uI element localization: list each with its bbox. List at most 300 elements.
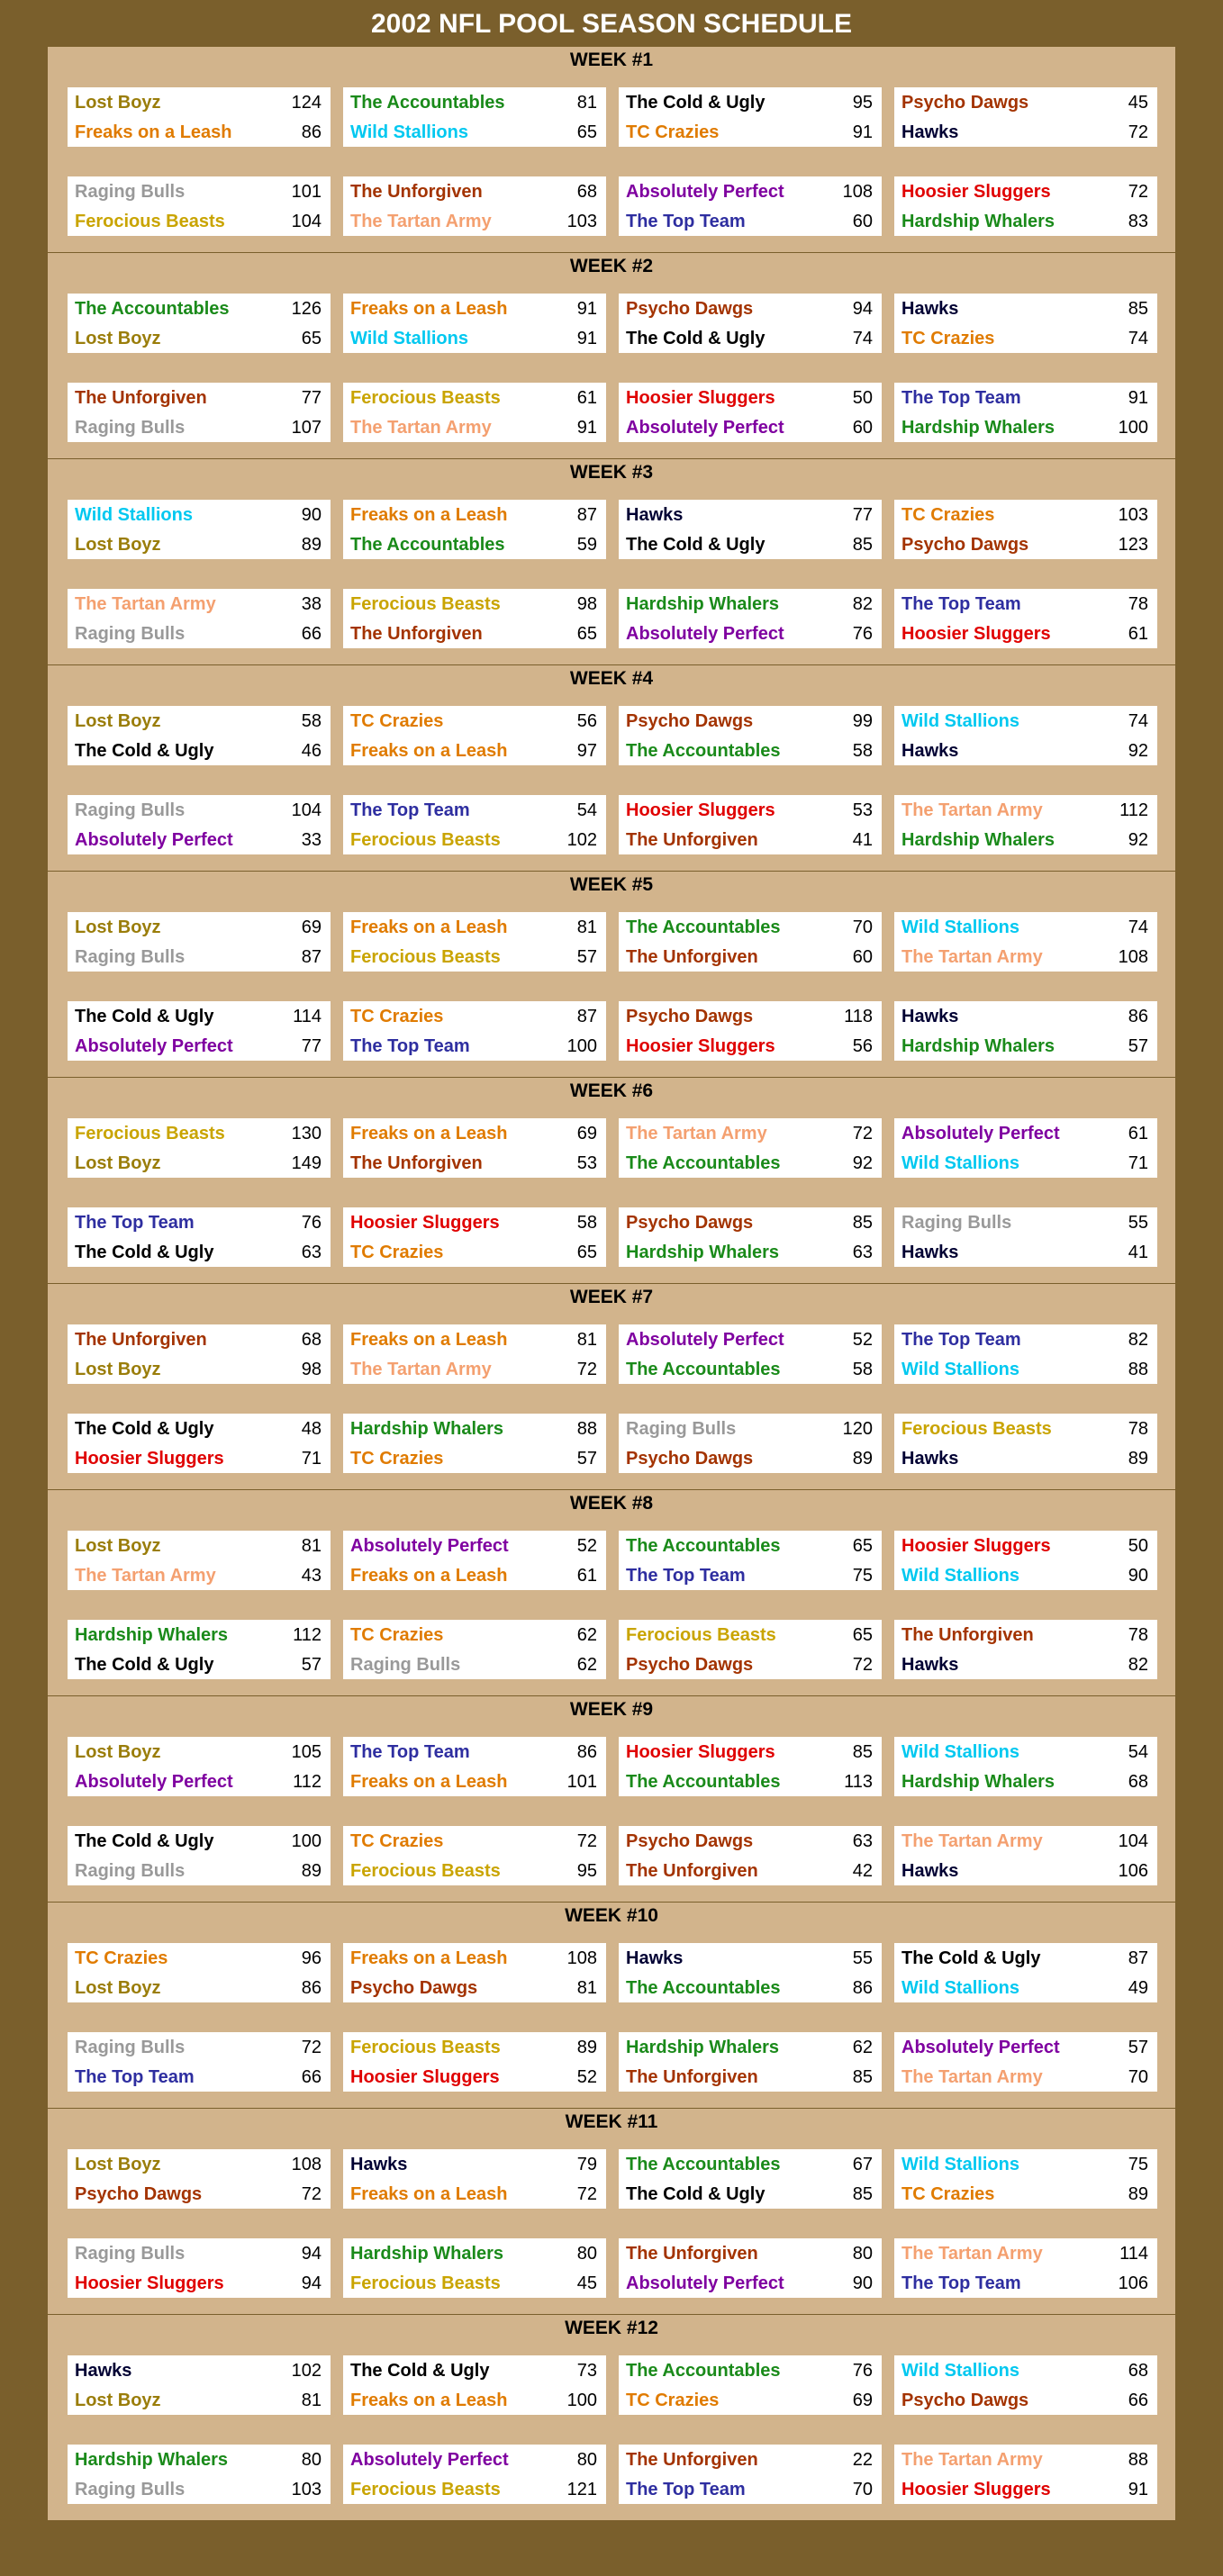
team-line: [626, 2446, 873, 2476]
team-score: 62: [852, 2038, 873, 2057]
team-score: 85: [852, 1742, 873, 1762]
team-score: 94: [301, 2273, 322, 2293]
matchup: [894, 2149, 1157, 2209]
team-line: [626, 1445, 873, 1475]
team-score: 91: [576, 329, 597, 348]
week-section: [48, 459, 1175, 665]
team-line: [626, 1768, 873, 1798]
team-score: 82: [852, 594, 873, 614]
team-name: The Accountables: [626, 741, 781, 761]
team-score: 68: [576, 182, 597, 202]
team-line: [626, 1150, 873, 1180]
team-line: [75, 325, 322, 355]
matchup-row: [48, 2355, 1175, 2415]
matchup: [894, 2238, 1157, 2298]
team-line: [901, 914, 1148, 944]
team-name: Raging Bulls: [75, 418, 186, 438]
team-name: Hawks: [626, 505, 684, 525]
team-score: 82: [1128, 1655, 1148, 1675]
week-section: [48, 47, 1175, 253]
team-score: 33: [301, 830, 322, 850]
team-score: 65: [852, 1625, 873, 1645]
team-score: 103: [291, 2480, 322, 2499]
team-score: 89: [576, 2038, 597, 2057]
team-name: Raging Bulls: [75, 1861, 186, 1881]
team-line: [901, 1326, 1148, 1356]
team-line: [75, 1828, 322, 1857]
team-line: [901, 1945, 1148, 1975]
team-name: The Accountables: [350, 93, 505, 113]
team-line: [626, 737, 873, 767]
team-line: [901, 827, 1148, 856]
week-section: [48, 1078, 1175, 1284]
team-name: The Cold & Ugly: [626, 329, 766, 348]
team-line: [350, 89, 597, 119]
matchup: [894, 1531, 1157, 1590]
team-score: 91: [1128, 2480, 1148, 2499]
team-line: [901, 2270, 1148, 2300]
team-line: [350, 1828, 597, 1857]
matchup: [68, 2355, 331, 2415]
team-name: Ferocious Beasts: [626, 1625, 776, 1645]
team-name: Wild Stallions: [901, 1978, 1019, 1998]
team-line: [75, 708, 322, 737]
team-line: [350, 1003, 597, 1033]
team-score: 72: [576, 1360, 597, 1379]
team-name: The Accountables: [626, 1360, 781, 1379]
matchup: [619, 1324, 882, 1384]
team-name: Psycho Dawgs: [901, 2391, 1029, 2410]
team-name: TC Crazies: [75, 1948, 168, 1968]
matchup-row: [48, 1414, 1175, 1473]
team-score: 89: [852, 1449, 873, 1469]
team-line: [626, 1239, 873, 1269]
team-score: 58: [852, 741, 873, 761]
team-score: 79: [576, 2155, 597, 2174]
team-line: [901, 531, 1148, 561]
team-line: [626, 325, 873, 355]
team-name: The Cold & Ugly: [626, 535, 766, 555]
team-line: [901, 1239, 1148, 1269]
team-name: Hardship Whalers: [626, 2038, 780, 2057]
team-name: Lost Boyz: [75, 1536, 161, 1556]
matchup: [619, 383, 882, 442]
matchup: [68, 1943, 331, 2002]
matchup: [68, 912, 331, 972]
team-line: [75, 944, 322, 973]
team-name: TC Crazies: [901, 329, 995, 348]
team-score: 91: [1128, 388, 1148, 408]
team-name: The Cold & Ugly: [75, 1655, 214, 1675]
team-score: 101: [291, 182, 322, 202]
week-header: WEEK #6: [569, 1080, 654, 1101]
team-score: 42: [852, 1861, 873, 1881]
matchup-row: [48, 1737, 1175, 1796]
team-name: Lost Boyz: [75, 2155, 161, 2174]
team-name: TC Crazies: [350, 1449, 444, 1469]
team-name: The Accountables: [626, 917, 781, 937]
team-name: Absolutely Perfect: [626, 624, 784, 644]
team-score: 114: [293, 1007, 322, 1026]
team-name: Ferocious Beasts: [75, 1124, 225, 1143]
team-line: [901, 1120, 1148, 1150]
matchup: [68, 176, 331, 236]
team-score: 50: [852, 388, 873, 408]
matchup: [619, 912, 882, 972]
schedule: [48, 47, 1175, 2521]
matchup-row: [48, 1531, 1175, 1590]
team-name: The Unforgiven: [350, 1153, 483, 1173]
team-score: 81: [576, 93, 597, 113]
team-score: 124: [291, 93, 322, 113]
matchup: [68, 2445, 331, 2504]
team-line: [626, 1739, 873, 1768]
team-line: [350, 384, 597, 414]
matchup: [619, 1001, 882, 1061]
matchup: [343, 1207, 606, 1267]
team-name: Absolutely Perfect: [901, 2038, 1060, 2057]
team-line: [901, 591, 1148, 620]
team-line: [626, 89, 873, 119]
team-name: Freaks on a Leash: [350, 1772, 508, 1792]
team-name: TC Crazies: [350, 1007, 444, 1026]
team-line: [901, 1768, 1148, 1798]
team-score: 85: [852, 1213, 873, 1233]
team-line: [901, 1033, 1148, 1062]
team-score: 48: [301, 1419, 322, 1439]
team-line: [75, 1356, 322, 1386]
matchup: [68, 1826, 331, 1885]
team-score: 74: [1128, 711, 1148, 731]
team-score: 91: [576, 418, 597, 438]
matchup: [343, 589, 606, 648]
matchup: [343, 1620, 606, 1679]
team-line: [901, 1975, 1148, 2004]
matchup: [619, 795, 882, 854]
team-line: [75, 1562, 322, 1592]
team-score: 95: [852, 93, 873, 113]
team-score: 61: [1128, 1124, 1148, 1143]
team-name: Hawks: [901, 1449, 959, 1469]
week-section: [48, 1903, 1175, 2109]
matchup: [68, 706, 331, 765]
matchup-row: [48, 1826, 1175, 1885]
team-line: [901, 295, 1148, 325]
matchup: [68, 383, 331, 442]
team-score: 68: [1128, 1772, 1148, 1792]
matchup: [894, 294, 1157, 353]
team-score: 70: [852, 917, 873, 937]
matchup-row: [48, 500, 1175, 559]
team-name: Hawks: [350, 2155, 408, 2174]
team-score: 72: [852, 1655, 873, 1675]
team-line: [626, 1415, 873, 1445]
matchup: [68, 294, 331, 353]
matchup-row: [48, 294, 1175, 353]
team-score: 99: [852, 711, 873, 731]
team-line: [75, 531, 322, 561]
team-score: 121: [566, 2480, 597, 2499]
team-line: [626, 2387, 873, 2417]
team-line: [75, 1033, 322, 1062]
team-line: [75, 1415, 322, 1445]
team-line: [75, 797, 322, 827]
matchup: [68, 2149, 331, 2209]
team-name: The Cold & Ugly: [75, 1831, 214, 1851]
team-line: [350, 502, 597, 531]
team-line: [626, 531, 873, 561]
team-name: Wild Stallions: [901, 917, 1019, 937]
team-name: Raging Bulls: [75, 2480, 186, 2499]
team-name: Hardship Whalers: [901, 1036, 1055, 1056]
team-score: 72: [576, 1831, 597, 1851]
team-line: [350, 944, 597, 973]
team-name: TC Crazies: [350, 1831, 444, 1851]
team-name: The Top Team: [626, 2480, 746, 2499]
team-score: 118: [844, 1007, 873, 1026]
team-line: [75, 1857, 322, 1887]
team-name: The Unforgiven: [626, 2244, 758, 2264]
matchup-row: [48, 1324, 1175, 1384]
week-section: [48, 2109, 1175, 2315]
team-score: 62: [576, 1655, 597, 1675]
team-line: [626, 591, 873, 620]
team-name: Psycho Dawgs: [626, 1007, 754, 1026]
matchup: [343, 176, 606, 236]
team-score: 85: [852, 2067, 873, 2087]
team-name: The Unforgiven: [75, 1330, 207, 1350]
team-score: 75: [1128, 2155, 1148, 2174]
matchup: [343, 500, 606, 559]
team-name: Hoosier Sluggers: [901, 182, 1051, 202]
team-line: [350, 1651, 597, 1681]
team-name: Ferocious Beasts: [350, 594, 501, 614]
team-score: 63: [301, 1243, 322, 1262]
team-score: 86: [852, 1978, 873, 1998]
team-score: 77: [301, 388, 322, 408]
team-line: [626, 208, 873, 238]
team-score: 80: [852, 2244, 873, 2264]
team-name: Freaks on a Leash: [350, 299, 508, 319]
team-name: Raging Bulls: [626, 1419, 737, 1439]
team-name: The Cold & Ugly: [350, 2361, 490, 2381]
team-name: Wild Stallions: [350, 329, 468, 348]
team-name: The Tartan Army: [350, 212, 492, 231]
team-score: 98: [576, 594, 597, 614]
team-score: 126: [291, 299, 322, 319]
team-line: [350, 2446, 597, 2476]
team-score: 108: [1118, 947, 1148, 967]
team-score: 101: [566, 1772, 597, 1792]
team-name: The Accountables: [626, 2361, 781, 2381]
team-line: [626, 2270, 873, 2300]
team-name: Lost Boyz: [75, 711, 161, 731]
team-name: Hoosier Sluggers: [350, 1213, 500, 1233]
team-line: [626, 502, 873, 531]
team-line: [626, 2064, 873, 2093]
team-score: 92: [1128, 830, 1148, 850]
team-line: [350, 737, 597, 767]
team-line: [901, 1562, 1148, 1592]
team-score: 63: [852, 1831, 873, 1851]
team-score: 76: [852, 2361, 873, 2381]
team-score: 65: [301, 329, 322, 348]
team-score: 96: [301, 1948, 322, 1968]
team-name: The Cold & Ugly: [626, 2184, 766, 2204]
team-name: The Top Team: [901, 1330, 1021, 1350]
matchup: [343, 2445, 606, 2504]
team-name: Wild Stallions: [75, 505, 193, 525]
team-line: [350, 2240, 597, 2270]
team-line: [350, 414, 597, 444]
team-score: 68: [1128, 2361, 1148, 2381]
week-header: WEEK #11: [565, 2111, 658, 2132]
matchup: [894, 1414, 1157, 1473]
matchup: [343, 1531, 606, 1590]
team-name: Ferocious Beasts: [350, 2038, 501, 2057]
matchup-row: [48, 589, 1175, 648]
team-line: [350, 1622, 597, 1651]
team-name: Psycho Dawgs: [626, 1213, 754, 1233]
team-name: Wild Stallions: [901, 1153, 1019, 1173]
team-line: [75, 1209, 322, 1239]
matchup-row: [48, 87, 1175, 147]
matchup: [343, 2149, 606, 2209]
team-name: Hardship Whalers: [350, 1419, 504, 1439]
team-name: The Accountables: [626, 1536, 781, 1556]
matchup: [619, 1737, 882, 1796]
matchup: [894, 589, 1157, 648]
week-header: WEEK #9: [569, 1699, 654, 1720]
team-name: The Cold & Ugly: [75, 1243, 214, 1262]
page-title: 2002 NFL POOL SEASON SCHEDULE: [370, 9, 853, 39]
team-name: The Tartan Army: [626, 1124, 767, 1143]
team-line: [350, 1857, 597, 1887]
team-name: The Unforgiven: [901, 1625, 1034, 1645]
team-score: 65: [576, 1243, 597, 1262]
team-line: [75, 591, 322, 620]
team-line: [626, 2181, 873, 2210]
team-line: [626, 2240, 873, 2270]
team-score: 58: [301, 711, 322, 731]
team-name: Hoosier Sluggers: [901, 2480, 1051, 2499]
team-score: 55: [852, 1948, 873, 1968]
team-score: 86: [1128, 1007, 1148, 1026]
team-line: [350, 2387, 597, 2417]
matchup: [68, 1324, 331, 1384]
team-score: 61: [576, 388, 597, 408]
team-name: Hoosier Sluggers: [350, 2067, 500, 2087]
team-score: 100: [566, 2391, 597, 2410]
team-name: Psycho Dawgs: [626, 1831, 754, 1851]
team-line: [350, 119, 597, 149]
matchup: [619, 1943, 882, 2002]
team-name: Raging Bulls: [350, 1655, 461, 1675]
team-score: 85: [852, 535, 873, 555]
matchup: [343, 383, 606, 442]
team-line: [75, 1622, 322, 1651]
team-line: [350, 531, 597, 561]
team-line: [350, 1739, 597, 1768]
matchup: [894, 795, 1157, 854]
team-score: 60: [852, 212, 873, 231]
team-name: Freaks on a Leash: [350, 505, 508, 525]
team-name: The Unforgiven: [626, 1861, 758, 1881]
team-name: The Accountables: [626, 1772, 781, 1792]
team-name: Hoosier Sluggers: [626, 1742, 775, 1762]
team-line: [901, 208, 1148, 238]
team-name: The Top Team: [626, 1566, 746, 1586]
matchup: [619, 1531, 882, 1590]
team-line: [350, 178, 597, 208]
team-score: 90: [1128, 1566, 1148, 1586]
team-line: [626, 2357, 873, 2387]
matchup: [894, 383, 1157, 442]
team-score: 87: [301, 947, 322, 967]
team-line: [626, 1003, 873, 1033]
team-line: [901, 1532, 1148, 1562]
team-name: Hawks: [901, 1861, 959, 1881]
team-score: 63: [852, 1243, 873, 1262]
team-name: Wild Stallions: [901, 2361, 1019, 2381]
team-name: The Tartan Army: [901, 947, 1043, 967]
matchup: [619, 1414, 882, 1473]
team-line: [75, 1326, 322, 1356]
matchup-row: [48, 2149, 1175, 2209]
team-score: 108: [291, 2155, 322, 2174]
team-line: [75, 1975, 322, 2004]
team-line: [75, 2181, 322, 2210]
team-name: The Top Team: [350, 1036, 470, 1056]
team-line: [901, 1622, 1148, 1651]
matchup-row: [48, 383, 1175, 442]
team-line: [626, 1532, 873, 1562]
matchup: [619, 1207, 882, 1267]
team-name: Wild Stallions: [901, 1742, 1019, 1762]
team-score: 88: [1128, 2450, 1148, 2470]
matchup-row: [48, 706, 1175, 765]
team-line: [75, 827, 322, 856]
team-name: The Accountables: [75, 299, 230, 319]
matchup: [343, 795, 606, 854]
team-name: Hoosier Sluggers: [75, 1449, 224, 1469]
team-line: [901, 1445, 1148, 1475]
team-name: Raging Bulls: [75, 947, 186, 967]
team-score: 62: [576, 1625, 597, 1645]
team-name: Wild Stallions: [901, 711, 1019, 731]
team-name: Hardship Whalers: [626, 594, 780, 614]
team-name: Ferocious Beasts: [350, 830, 501, 850]
team-name: Lost Boyz: [75, 535, 161, 555]
matchup: [619, 589, 882, 648]
team-line: [901, 178, 1148, 208]
team-score: 69: [301, 917, 322, 937]
team-line: [901, 2387, 1148, 2417]
team-name: Hoosier Sluggers: [75, 2273, 224, 2293]
team-name: Hoosier Sluggers: [901, 1536, 1051, 1556]
team-name: Hoosier Sluggers: [626, 388, 775, 408]
team-line: [901, 2357, 1148, 2387]
matchup: [619, 1620, 882, 1679]
team-name: The Top Team: [350, 1742, 470, 1762]
team-line: [901, 2064, 1148, 2093]
team-score: 58: [576, 1213, 597, 1233]
team-score: 70: [852, 2480, 873, 2499]
team-score: 70: [1128, 2067, 1148, 2087]
matchup: [894, 1118, 1157, 1178]
team-name: The Accountables: [626, 1153, 781, 1173]
team-name: The Accountables: [626, 2155, 781, 2174]
